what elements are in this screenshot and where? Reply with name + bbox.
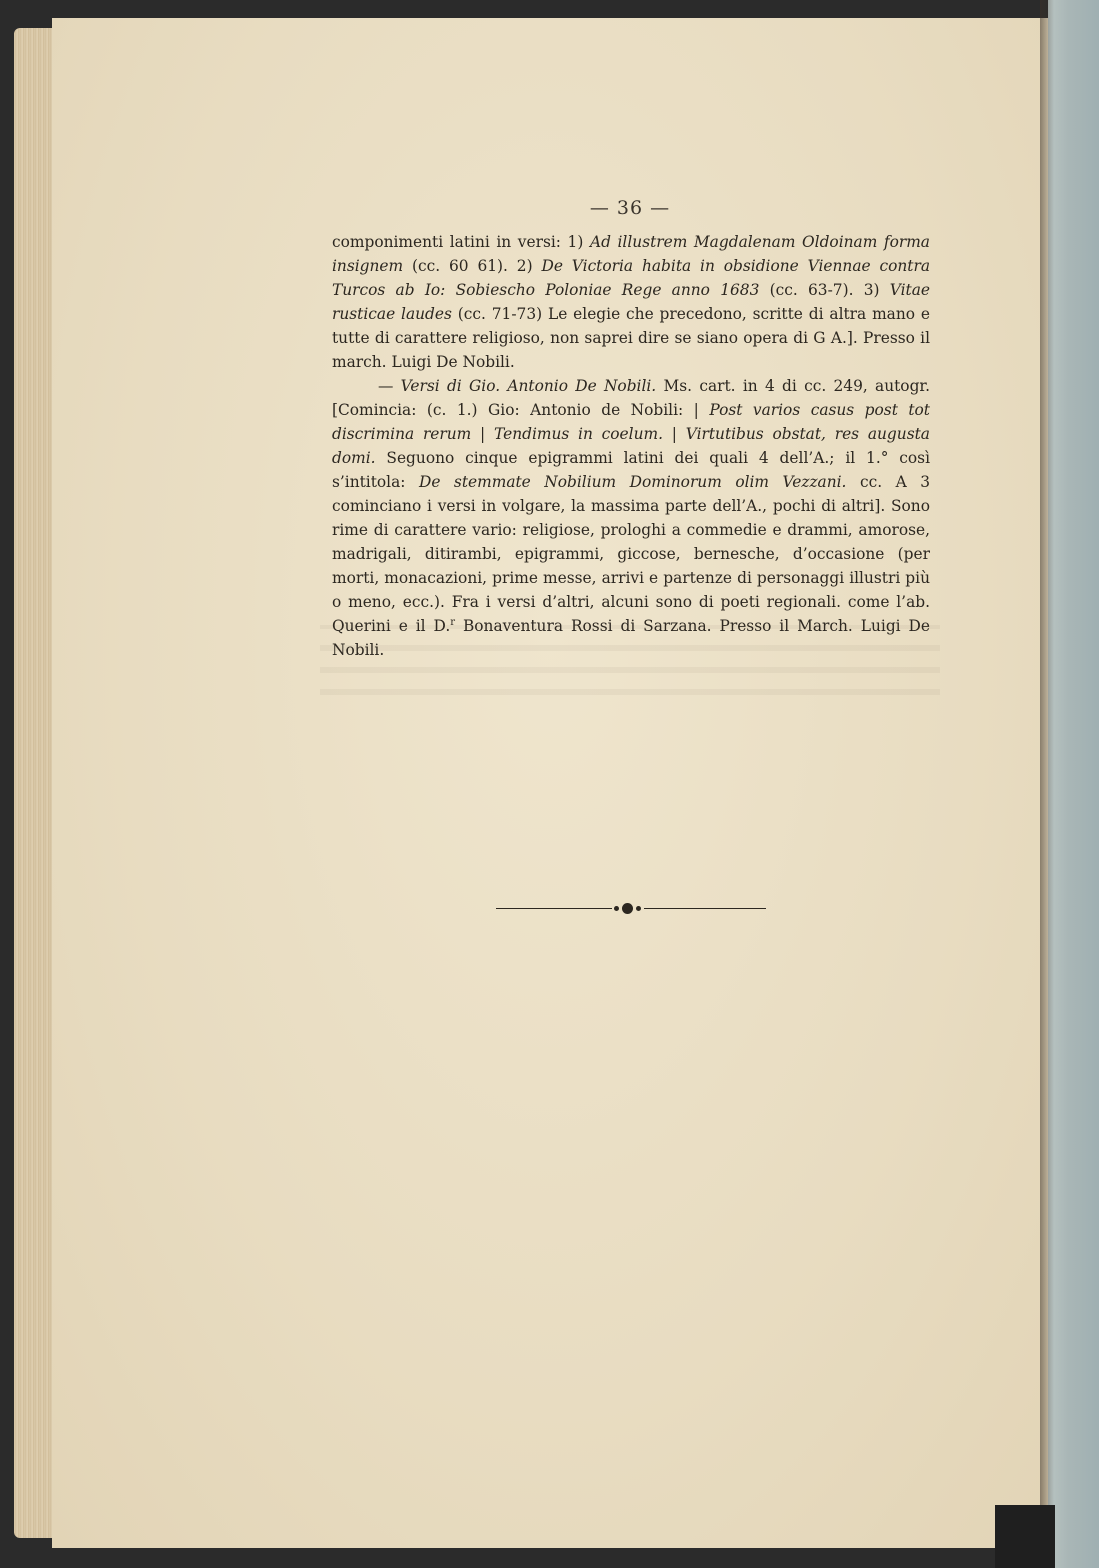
italic-title: Vitae rusticae laudes xyxy=(332,281,931,323)
italic-quote: Tendimus in coelum. xyxy=(494,425,663,443)
text-span: cc. A 3 cominciano i versi in volgare, la massima parte dell’A., pochi di altri]. Sono rime di carattere vario: religiose, prologhi a commedie e drammi, amorose, madrigali, ditirambi, epigrammi, giccose, bernesche, d’occasione (per morti, monacazioni, prime messe, arrivi e partenze di personaggi illustri più o meno, ecc.). Fra i versi d’altri, alcuni sono di poeti regionali. come l’ab. Querini e il D. xyxy=(332,473,931,635)
adjacent-page xyxy=(1048,0,1099,1568)
text-span: Seguono cinque epigrammi latini dei quali 4 dell’A.; il 1.° così s’intitola: xyxy=(332,449,930,491)
page-number: — 36 — xyxy=(589,197,671,219)
text-span: Ms. cart. in 4 di cc. 249, autogr. [Comincia: (c. 1.) Gio: Antonio de Nobili: | xyxy=(332,377,930,419)
text-span: — xyxy=(378,377,401,395)
ornamental-rule xyxy=(496,901,766,917)
paragraph-latin-verses xyxy=(332,230,930,374)
text-span: | xyxy=(662,425,686,443)
gutter-shadow xyxy=(1040,0,1054,1568)
text-span: | xyxy=(471,425,495,443)
text-span: (cc. 60 61). 2) xyxy=(403,257,542,275)
text-span: (cc. 71-73) Le elegie che precedono, scritte di altra mano e tutte di carattere religioso, non saprei dire se siano opera di G A.]. Presso il march. Luigi De Nobili. xyxy=(332,305,930,371)
body-text xyxy=(332,230,930,662)
ornament-dot xyxy=(622,903,633,914)
superscript: r xyxy=(450,616,456,628)
spine-shadow xyxy=(995,1505,1055,1568)
text-span: componimenti latini in versi: 1) xyxy=(332,233,590,251)
ornament-dot xyxy=(614,906,619,911)
text-span: Bonaventura Rossi di Sarzana. Presso il March. Luigi De Nobili. xyxy=(332,617,930,659)
italic-title: Versi di Gio. Antonio De Nobili. xyxy=(400,377,657,395)
italic-title: De Victoria habita in obsidione Viennae contra Turcos ab Io: Sobiescho Poloniae Rege anno 1683 xyxy=(332,257,930,299)
rule-left xyxy=(496,908,612,909)
ornament-dot xyxy=(636,906,641,911)
text-span: (cc. 63-7). 3) xyxy=(759,281,890,299)
show-through-text xyxy=(320,625,940,695)
italic-quote: Virtutibus obstat, res augusta domi. xyxy=(332,425,930,467)
paragraph-versi-de-nobili xyxy=(332,374,930,662)
italic-quote: Post varios casus post tot discrimina rerum xyxy=(332,401,930,443)
italic-title: De stemmate Nobilium Dominorum olim Vezzani. xyxy=(418,473,847,491)
italic-title: Ad illustrem Magdalenam Oldoinam forma insignem xyxy=(332,233,930,275)
rule-right xyxy=(644,908,766,909)
